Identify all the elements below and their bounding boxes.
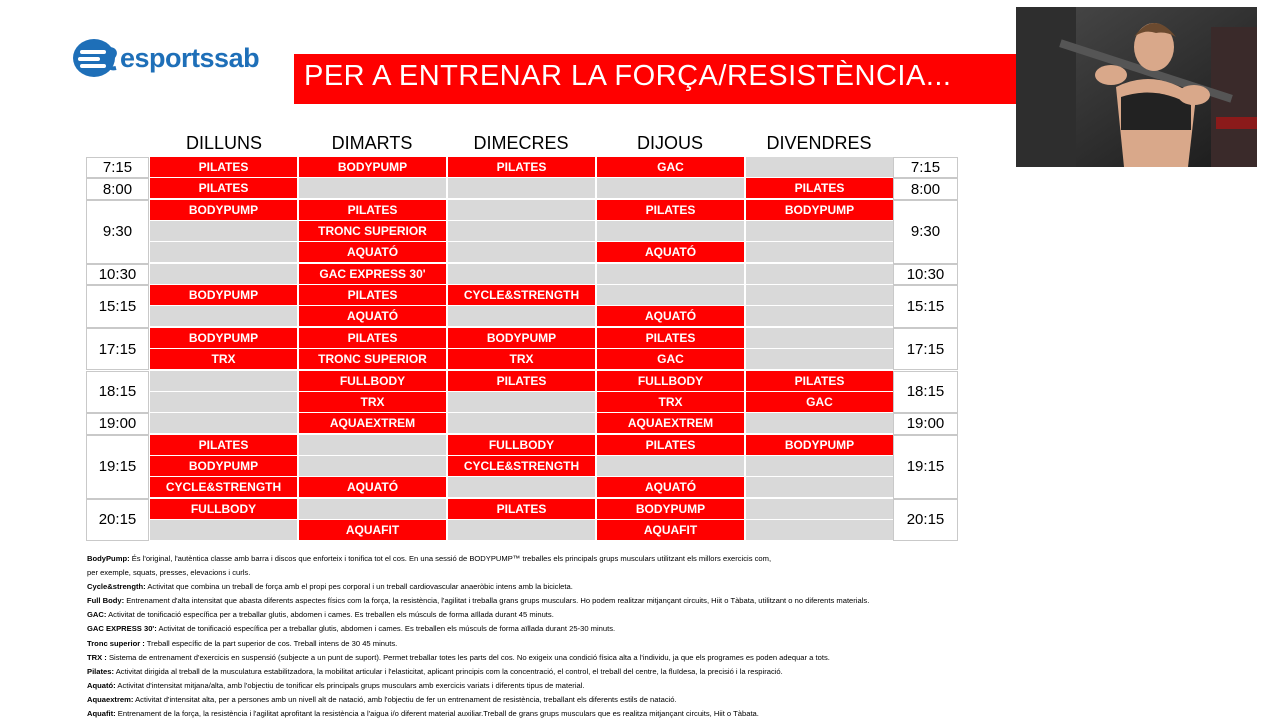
empty-slot <box>150 221 297 241</box>
day-header-dijous: DIJOUS <box>636 133 703 153</box>
note-text: Entrenament d'alta intensitat que abasta diferents aspectes físics com la força, la resistència, l'agilitat i treballa grans grups musculars. Ho podem realitzar mitjançant circuits, Hiit o Tàbata, utilitzant o no diferents materials. <box>124 596 870 606</box>
class-slot: AQUATÓ <box>597 306 744 326</box>
time-label-left: 17:15 <box>86 328 149 371</box>
activity-note <box>87 707 1187 721</box>
class-slot: AQUATÓ <box>299 477 446 497</box>
note-text: Treball específic de la part superior de cos. Treball intens de 30 45 minuts. <box>144 638 398 648</box>
time-label-right: 7:15 <box>893 157 958 178</box>
class-slot: FULLBODY <box>299 371 446 391</box>
empty-slot <box>299 178 446 198</box>
note-term: Full Body: <box>87 596 125 606</box>
empty-slot <box>746 264 893 284</box>
class-slot: BODYPUMP <box>150 200 297 220</box>
class-slot: BODYPUMP <box>150 285 297 305</box>
empty-slot <box>746 456 893 476</box>
class-slot: CYCLE&STRENGTH <box>448 456 595 476</box>
title-banner <box>294 54 1016 104</box>
note-term: GAC EXPRESS 30': <box>87 624 157 634</box>
empty-slot <box>746 349 893 369</box>
time-label-left: 18:15 <box>86 371 149 414</box>
empty-slot <box>448 520 595 540</box>
class-slot: FULLBODY <box>597 371 744 391</box>
empty-slot <box>150 413 297 433</box>
empty-slot <box>746 306 893 326</box>
class-slot: PILATES <box>299 200 446 220</box>
logo-wordmark <box>120 43 259 74</box>
empty-slot <box>597 264 744 284</box>
empty-slot <box>150 242 297 262</box>
empty-slot <box>448 477 595 497</box>
time-label-left: 20:15 <box>86 499 149 542</box>
activity-note <box>87 594 1187 608</box>
class-slot: AQUAEXTREM <box>597 413 744 433</box>
activity-note <box>87 651 1187 665</box>
time-label-right: 15:15 <box>893 285 958 328</box>
class-slot: CYCLE&STRENGTH <box>448 285 595 305</box>
time-label-right: 20:15 <box>893 499 958 542</box>
class-slot: PILATES <box>597 435 744 455</box>
activity-descriptions <box>87 552 1187 721</box>
class-slot: AQUATÓ <box>597 242 744 262</box>
time-label-right: 17:15 <box>893 328 958 371</box>
note-text: Activitat que combina un treball de força amb el propi pes corporal i un treball cardiovascular anaeròbic intens amb la bicicleta. <box>145 582 573 592</box>
class-slot: PILATES <box>150 157 297 177</box>
logo-mark-icon <box>72 36 122 84</box>
empty-slot <box>448 221 595 241</box>
empty-slot <box>150 392 297 412</box>
empty-slot <box>597 285 744 305</box>
empty-slot <box>299 456 446 476</box>
class-slot: AQUATÓ <box>597 477 744 497</box>
empty-slot <box>150 306 297 326</box>
class-slot: AQUATÓ <box>299 242 446 262</box>
class-slot: GAC <box>597 349 744 369</box>
empty-slot <box>150 264 297 284</box>
esportssab-logo <box>72 36 272 86</box>
class-slot: TRX <box>150 349 297 369</box>
time-label-left: 10:30 <box>86 264 149 285</box>
empty-slot <box>299 499 446 519</box>
note-text: Activitat de tonificació específica per a treballar glutis, abdomen i cames. Es treballen els músculs de forma aïllada durant 25-30 minuts. <box>156 624 616 634</box>
note-term: Aquafit: <box>87 709 116 719</box>
class-slot: AQUAFIT <box>597 520 744 540</box>
class-slot: BODYPUMP <box>597 499 744 519</box>
time-label-right: 9:30 <box>893 200 958 264</box>
note-text: Activitat d'intensitat alta, per a persones amb un nivell alt de natació, amb l'objectiu de fer un entrenament de resistència, treballant els diferents estils de natació. <box>133 694 677 704</box>
empty-slot <box>746 477 893 497</box>
note-text: És l'original, l'autèntica classe amb barra i discos que enforteix i tonifica tot el cos. En una sessió de BODYPUMP™ treballes els principals grups musculars utilitzant els millors exercicis com, <box>129 554 772 563</box>
day-header-dilluns: DILLUNS <box>185 133 263 153</box>
class-slot: GAC EXPRESS 30' <box>299 264 446 284</box>
class-slot: BODYPUMP <box>299 157 446 177</box>
empty-slot <box>746 499 893 519</box>
note-term: BodyPump: <box>87 554 130 563</box>
class-slot: TRONC SUPERIOR <box>299 349 446 369</box>
class-slot: BODYPUMP <box>746 200 893 220</box>
class-slot: PILATES <box>746 371 893 391</box>
note-term: TRX : <box>87 652 107 662</box>
activity-note <box>87 679 1187 693</box>
empty-slot <box>597 178 744 198</box>
activity-note <box>87 693 1187 707</box>
empty-slot <box>448 413 595 433</box>
time-label-left: 19:00 <box>86 413 149 434</box>
note-text: Activitat d'intensitat mitjana/alta, amb l'objectiu de tonificar els principals grups musculars amb exercicis variats i diferents tipus de material. <box>115 680 585 690</box>
logo-suffix: sab <box>214 43 260 73</box>
class-slot: PILATES <box>597 200 744 220</box>
time-label-left: 7:15 <box>86 157 149 178</box>
time-label-right: 10:30 <box>893 264 958 285</box>
empty-slot <box>448 306 595 326</box>
class-slot: TRX <box>597 392 744 412</box>
note-term: Cycle&strength: <box>87 582 146 592</box>
empty-slot <box>299 435 446 455</box>
note-term: Tronc superior : <box>87 638 145 648</box>
time-label-left: 15:15 <box>86 285 149 328</box>
class-slot: PILATES <box>746 178 893 198</box>
empty-slot <box>746 285 893 305</box>
class-slot: AQUATÓ <box>299 306 446 326</box>
activity-note <box>87 608 1187 622</box>
time-label-left: 8:00 <box>86 178 149 199</box>
activity-note <box>87 637 1187 651</box>
empty-slot <box>448 178 595 198</box>
class-slot: PILATES <box>448 371 595 391</box>
empty-slot <box>150 520 297 540</box>
time-label-left: 19:15 <box>86 435 149 499</box>
note-text: per exemple, squats, presses, elevacions i curls. <box>87 568 251 578</box>
activity-note <box>87 665 1187 679</box>
activity-note <box>87 580 1187 594</box>
class-slot: BODYPUMP <box>150 328 297 348</box>
page-title: PER A ENTRENAR LA FORÇA/RESISTÈNCIA... <box>304 60 952 92</box>
time-label-left: 9:30 <box>86 200 149 264</box>
empty-slot <box>448 200 595 220</box>
class-slot: BODYPUMP <box>746 435 893 455</box>
empty-slot <box>746 242 893 262</box>
note-term: Aquaextrem: <box>87 694 134 704</box>
note-text: Activitat dirigida al treball de la musculatura estabilitzadora, la mobilitat articular i l'elasticitat, aplicant principis com la concentració, el control, el treball del centre, la fluïdesa, la precisió i la respiració. <box>114 666 783 676</box>
class-slot: AQUAEXTREM <box>299 413 446 433</box>
class-slot: BODYPUMP <box>448 328 595 348</box>
empty-slot <box>597 456 744 476</box>
class-slot: PILATES <box>150 178 297 198</box>
note-term: Pilates: <box>87 666 115 676</box>
empty-slot <box>150 371 297 391</box>
time-label-right: 19:15 <box>893 435 958 499</box>
class-slot: TRONC SUPERIOR <box>299 221 446 241</box>
class-slot: PILATES <box>448 157 595 177</box>
empty-slot <box>448 392 595 412</box>
note-text: Entrenament de la força, la resistència i l'agilitat aprofitant la resistència a l'aigua i/o diferent material auxiliar.Treball de grans grups musculars que es realitza mitjançant circuits, Hiit o Tàbata. <box>115 709 759 719</box>
note-text: Sistema de entrenament d'exercicis en suspensió (subjecte a un punt de suport). Permet treballar totes les parts del cos. No exigeix una condició física alta a l'individu, ja que els programes es poden adequar a tots. <box>106 652 830 662</box>
note-text: Activitat de tonificació específica per a treballar glutis, abdomen i cames. Es treballen els músculs de forma aïllada durant 45 minuts. <box>106 610 554 620</box>
activity-note <box>87 622 1187 636</box>
class-slot: PILATES <box>299 285 446 305</box>
day-header-dimecres: DIMECRES <box>473 133 569 153</box>
class-slot: PILATES <box>448 499 595 519</box>
activity-note <box>87 552 1187 566</box>
class-slot: AQUAFIT <box>299 520 446 540</box>
time-label-right: 19:00 <box>893 413 958 434</box>
class-slot: TRX <box>448 349 595 369</box>
athlete-photo <box>1016 7 1257 167</box>
empty-slot <box>746 413 893 433</box>
class-slot: GAC <box>597 157 744 177</box>
class-slot: GAC <box>746 392 893 412</box>
class-slot: PILATES <box>150 435 297 455</box>
class-slot: BODYPUMP <box>150 456 297 476</box>
class-slot: PILATES <box>597 328 744 348</box>
note-term: GAC: <box>87 610 107 620</box>
class-slot: CYCLE&STRENGTH <box>150 477 297 497</box>
class-slot: TRX <box>299 392 446 412</box>
time-label-right: 8:00 <box>893 178 958 199</box>
empty-slot <box>746 157 893 177</box>
class-slot: PILATES <box>299 328 446 348</box>
empty-slot <box>597 221 744 241</box>
empty-slot <box>448 242 595 262</box>
empty-slot <box>746 221 893 241</box>
empty-slot <box>746 328 893 348</box>
day-header-divendres: DIVENDRES <box>766 133 872 153</box>
class-slot: FULLBODY <box>448 435 595 455</box>
empty-slot <box>746 520 893 540</box>
note-term: Aquató: <box>87 680 116 690</box>
class-slot: FULLBODY <box>150 499 297 519</box>
day-header-dimarts: DIMARTS <box>331 133 413 153</box>
time-label-right: 18:15 <box>893 371 958 414</box>
empty-slot <box>448 264 595 284</box>
activity-note <box>87 566 1187 580</box>
logo-prefix: esports <box>120 43 215 73</box>
